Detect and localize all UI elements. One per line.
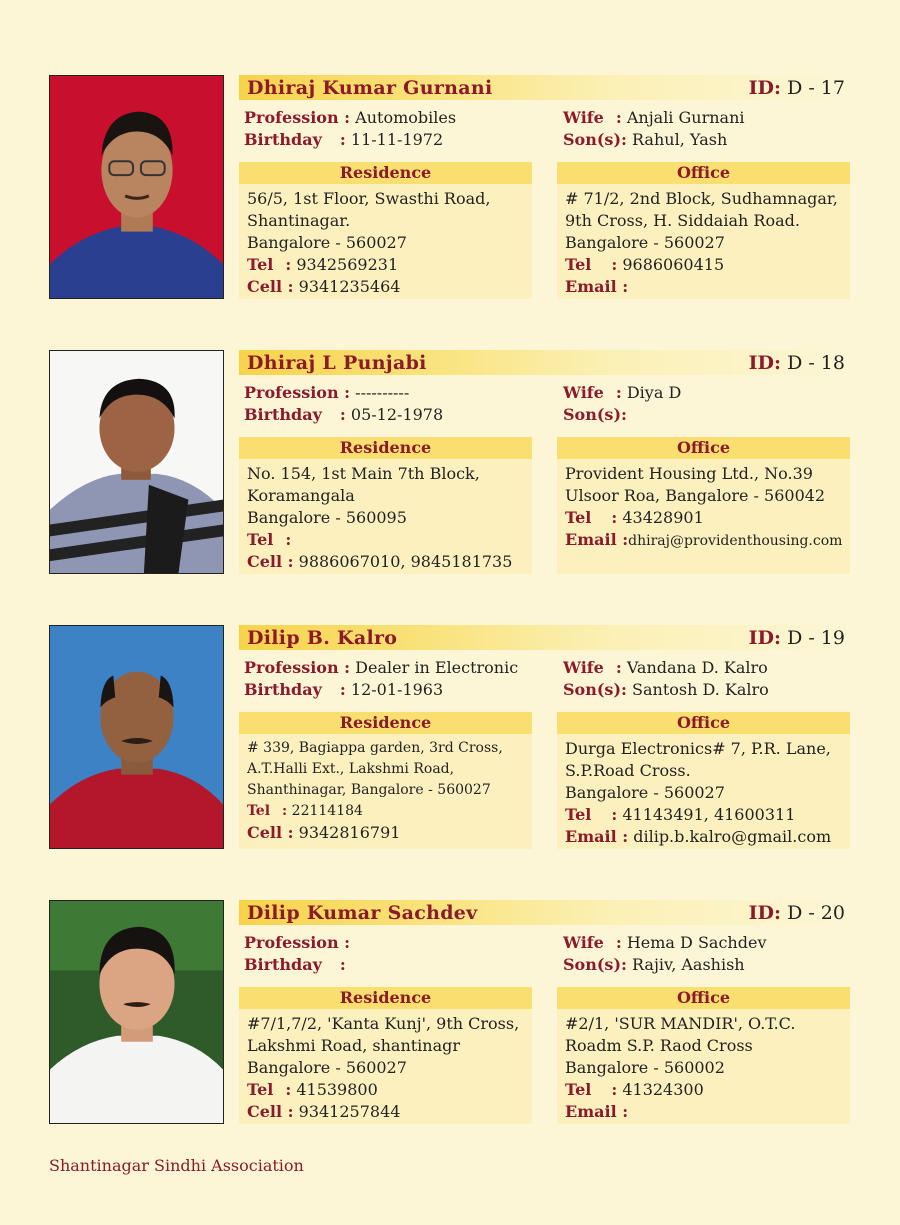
address-line: # 71/2, 2nd Block, Sudhamnagar,	[565, 189, 838, 208]
tel-label: Tel	[247, 255, 274, 274]
id-label: ID:	[748, 352, 782, 374]
address-line: #7/1,7/2, 'Kanta Kunj', 9th Cross,	[247, 1014, 520, 1033]
profession-value: Dealer in Electronic	[355, 658, 519, 677]
tel-label: Tel	[565, 805, 592, 824]
address-line: Bangalore - 560095	[247, 508, 407, 527]
address-line: Bangalore - 560027	[247, 233, 407, 252]
cell-value: 9341235464	[298, 277, 401, 296]
tel-value: 22114184	[291, 803, 363, 819]
address-line: Provident Housing Ltd., No.39	[565, 464, 813, 483]
profession-value: ----------	[355, 383, 410, 402]
member-photo	[49, 625, 224, 849]
wife-value: Anjali Gurnani	[626, 108, 745, 127]
email-label: Email :	[565, 277, 629, 296]
member-id: D - 19	[787, 627, 845, 649]
address-line: # 339, Bagiappa garden, 3rd Cross,	[247, 740, 503, 756]
residence-panel: #7/1,7/2, 'Kanta Kunj', 9th Cross, Lakshmi Road, shantinagr Bangalore - 560027 Tel : 41539800 Cell : 9341257844	[239, 1009, 532, 1124]
cell-label: Cell :	[247, 1102, 294, 1121]
profession-label: Profession :	[244, 933, 351, 952]
address-line: Durga Electronics# 7, P.R. Lane,	[565, 739, 831, 758]
tel-value: 43428901	[622, 508, 704, 527]
member-name: Dhiraj Kumar Gurnani	[247, 77, 493, 99]
cell-value: 9342816791	[298, 823, 401, 842]
profession-label: Profession :	[244, 108, 351, 127]
footer-association-name: Shantinagar Sindhi Association	[49, 1156, 304, 1175]
cell-value: 9886067010, 9845181735	[298, 552, 513, 571]
office-header: Office	[557, 437, 850, 459]
cell-label: Cell :	[247, 823, 294, 842]
sons-value: Rahul, Yash	[632, 130, 728, 149]
email-value: dilip.b.kalro@gmail.com	[633, 827, 832, 846]
email-label: Email :	[565, 1102, 629, 1121]
birthday-label: Birthday	[244, 955, 322, 974]
sons-label: Son(s):	[563, 955, 627, 974]
residence-header: Residence	[239, 987, 532, 1009]
address-line: S.P.Road Cross.	[565, 761, 691, 780]
wife-label: Wife	[563, 658, 604, 677]
id-label: ID:	[748, 77, 782, 99]
wife-label: Wife	[563, 933, 604, 952]
sons-value: Rajiv, Aashish	[632, 955, 745, 974]
residence-header: Residence	[239, 437, 532, 459]
address-line: Roadm S.P. Raod Cross	[565, 1036, 753, 1055]
address-line: Koramangala	[247, 486, 355, 505]
member-name: Dilip B. Kalro	[247, 627, 398, 649]
address-line: A.T.Halli Ext., Lakshmi Road,	[247, 761, 455, 777]
email-label: Email :	[565, 530, 629, 549]
cell-label: Cell :	[247, 277, 294, 296]
cell-label: Cell :	[247, 552, 294, 571]
tel-label: Tel	[247, 803, 271, 819]
office-header: Office	[557, 162, 850, 184]
residence-panel: No. 154, 1st Main 7th Block, Koramangala Bangalore - 560095 Tel : Cell : 9886067010, 9845181735	[239, 459, 532, 574]
address-line: Ulsoor Roa, Bangalore - 560042	[565, 486, 826, 505]
birthday-value: 05-12-1978	[350, 405, 444, 424]
address-line: Shanthinagar, Bangalore - 560027	[247, 782, 491, 798]
office-panel: # 71/2, 2nd Block, Sudhamnagar, 9th Cross, H. Siddaiah Road. Bangalore - 560027 Tel : 9686060415 Email :	[557, 184, 850, 299]
member-entry: Dilip B. Kalro ID: D - 19 Profession : Dealer in Electronic Birthday : 12-01-1963 Wife : Vandana D. Kalro Son(s): Santosh D. Kalro Residence # 339, Bagiappa garden, 3rd Cross, A.T.Halli Ext., Lakshmi Road, Shanthinagar, Bangalore - 560027 Tel : 22114184 Cell : 9342816791 Office Durga Electronics# 7, P.R. Lane, S.P.Road Cross. Bangalore - 560027 Tel : 41143491, 41600311 Email : dilip.b.kalro@gmail.com	[0, 625, 900, 853]
office-header: Office	[557, 987, 850, 1009]
member-entry: Dhiraj L Punjabi ID: D - 18 Profession : ---------- Birthday : 05-12-1978 Wife : Diya D Son(s): Residence No. 154, 1st Main 7th Block, Koramangala Bangalore - 560095 Tel : Cell : 9886067010, 9845181735 Office Provident Housing Ltd., No.39 Ulsoor Roa, Bangalore - 560042 Tel : 43428901 Email :dhiraj@providenthousing.com	[0, 350, 900, 578]
member-name: Dilip Kumar Sachdev	[247, 902, 478, 924]
wife-value: Hema D Sachdev	[626, 933, 767, 952]
address-line: 56/5, 1st Floor, Swasthi Road,	[247, 189, 491, 208]
member-name: Dhiraj L Punjabi	[247, 352, 427, 374]
birthday-label: Birthday	[244, 680, 322, 699]
tel-label: Tel	[565, 508, 592, 527]
member-id: D - 17	[787, 77, 845, 99]
tel-value: 41324300	[622, 1080, 704, 1099]
email-value: dhiraj@providenthousing.com	[628, 533, 843, 549]
office-panel: Provident Housing Ltd., No.39 Ulsoor Roa, Bangalore - 560042 Tel : 43428901 Email :dhiraj@providenthousing.com	[557, 459, 850, 574]
wife-value: Diya D	[626, 383, 682, 402]
address-line: Bangalore - 560002	[565, 1058, 725, 1077]
cell-value: 9341257844	[298, 1102, 401, 1121]
sons-label: Son(s):	[563, 130, 627, 149]
id-label: ID:	[748, 627, 782, 649]
birthday-label: Birthday	[244, 130, 322, 149]
address-line: Bangalore - 560027	[565, 233, 725, 252]
tel-value: 41539800	[296, 1080, 378, 1099]
residence-panel: # 339, Bagiappa garden, 3rd Cross, A.T.Halli Ext., Lakshmi Road, Shanthinagar, Bangalore - 560027 Tel : 22114184 Cell : 9342816791	[239, 734, 532, 849]
sons-value: Santosh D. Kalro	[632, 680, 769, 699]
profession-label: Profession :	[244, 383, 351, 402]
tel-label: Tel	[565, 255, 592, 274]
wife-value: Vandana D. Kalro	[626, 658, 768, 677]
birthday-value: 12-01-1963	[350, 680, 444, 699]
office-header: Office	[557, 712, 850, 734]
member-photo	[49, 350, 224, 574]
tel-label: Tel	[247, 530, 274, 549]
birthday-value: 11-11-1972	[350, 130, 444, 149]
member-id: D - 18	[787, 352, 845, 374]
office-panel: Durga Electronics# 7, P.R. Lane, S.P.Road Cross. Bangalore - 560027 Tel : 41143491, 41600311 Email : dilip.b.kalro@gmail.com	[557, 734, 850, 849]
sons-label: Son(s):	[563, 680, 627, 699]
residence-header: Residence	[239, 712, 532, 734]
wife-label: Wife	[563, 383, 604, 402]
email-label: Email :	[565, 827, 629, 846]
address-line: #2/1, 'SUR MANDIR', O.T.C.	[565, 1014, 796, 1033]
address-line: No. 154, 1st Main 7th Block,	[247, 464, 480, 483]
tel-value: 9686060415	[622, 255, 725, 274]
tel-label: Tel	[565, 1080, 592, 1099]
id-label: ID:	[748, 902, 782, 924]
tel-value: 41143491, 41600311	[622, 805, 796, 824]
member-photo	[49, 900, 224, 1124]
profession-label: Profession :	[244, 658, 351, 677]
address-line: 9th Cross, H. Siddaiah Road.	[565, 211, 800, 230]
member-photo	[49, 75, 224, 299]
wife-label: Wife	[563, 108, 604, 127]
office-panel: #2/1, 'SUR MANDIR', O.T.C. Roadm S.P. Raod Cross Bangalore - 560002 Tel : 41324300 Email :	[557, 1009, 850, 1124]
profession-value: Automobiles	[355, 108, 457, 127]
birthday-label: Birthday	[244, 405, 322, 424]
address-line: Bangalore - 560027	[565, 783, 725, 802]
member-id: D - 20	[787, 902, 845, 924]
address-line: Shantinagar.	[247, 211, 351, 230]
tel-value: 9342569231	[296, 255, 399, 274]
member-entry: Dilip Kumar Sachdev ID: D - 20 Profession : Birthday : Wife : Hema D Sachdev Son(s): Rajiv, Aashish Residence #7/1,7/2, 'Kanta Kunj', 9th Cross, Lakshmi Road, shantinagr Bangalore - 560027 Tel : 41539800 Cell : 9341257844 Office #2/1, 'SUR MANDIR', O.T.C. Roadm S.P. Raod Cross Bangalore - 560002 Tel : 41324300 Email :	[0, 900, 900, 1128]
tel-label: Tel	[247, 1080, 274, 1099]
residence-header: Residence	[239, 162, 532, 184]
address-line: Lakshmi Road, shantinagr	[247, 1036, 461, 1055]
residence-panel: 56/5, 1st Floor, Swasthi Road, Shantinagar. Bangalore - 560027 Tel : 9342569231 Cell : 9341235464	[239, 184, 532, 299]
address-line: Bangalore - 560027	[247, 1058, 407, 1077]
sons-label: Son(s):	[563, 405, 627, 424]
member-entry: Dhiraj Kumar Gurnani ID: D - 17 Profession : Automobiles Birthday : 11-11-1972 Wife : Anjali Gurnani Son(s): Rahul, Yash Residence 56/5, 1st Floor, Swasthi Road, Shantinagar. Bangalore - 560027 Tel : 9342569231 Cell : 9341235464 Office # 71/2, 2nd Block, Sudhamnagar, 9th Cross, H. Siddaiah Road. Bangalore - 560027 Tel : 9686060415 Email :	[0, 75, 900, 303]
